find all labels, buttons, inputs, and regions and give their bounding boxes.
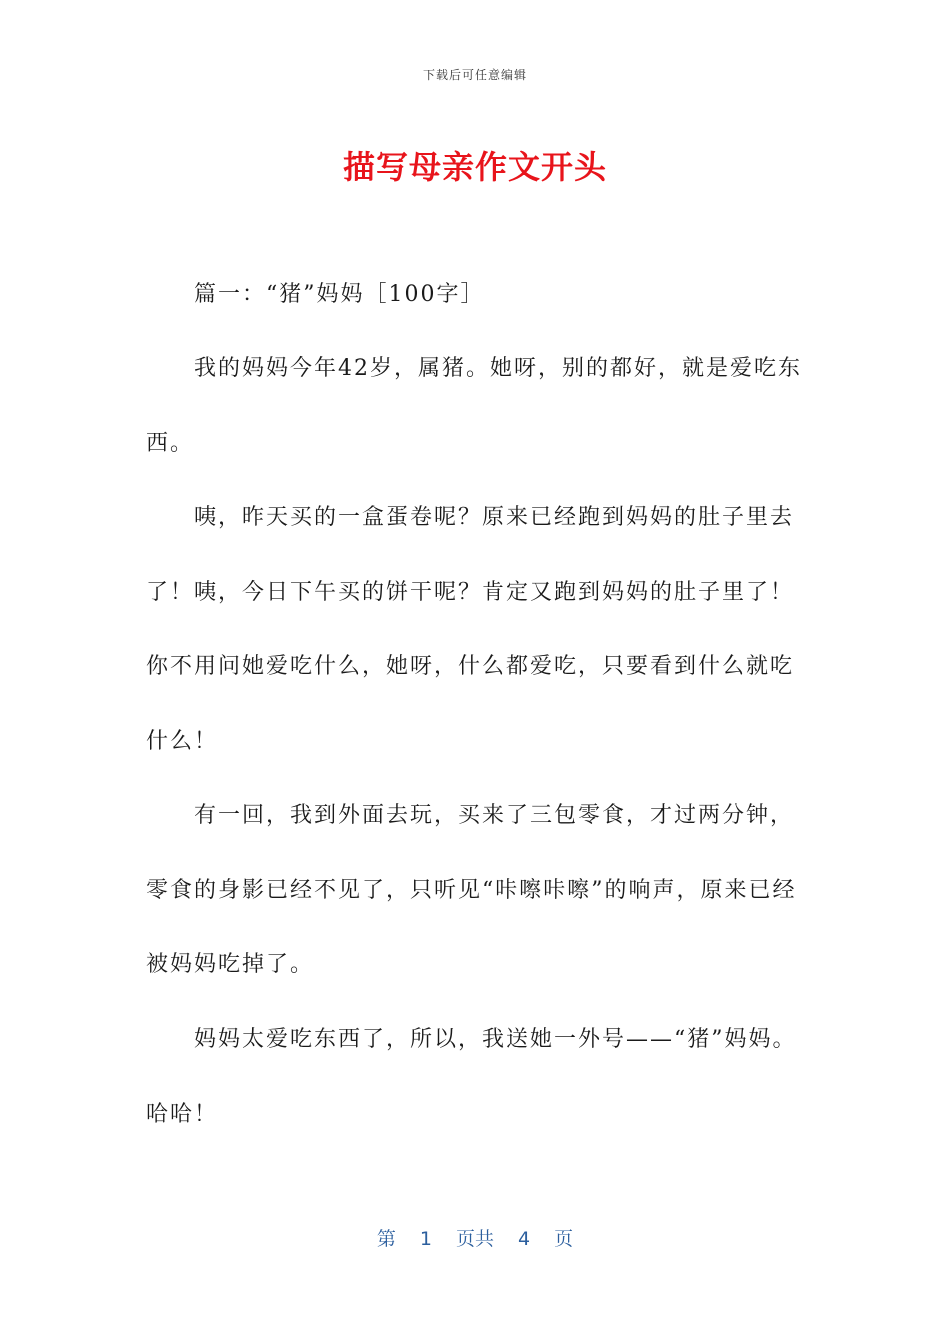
paragraph-text: 妈妈太爱吃东西了，所以，我送她一外号——“猪”妈妈。哈哈！ <box>146 1027 797 1127</box>
total-pages-number: 4 <box>518 1228 531 1250</box>
paragraph-2 <box>146 481 816 779</box>
paragraph-4 <box>146 1003 816 1152</box>
paragraph-text: 有一回，我到外面去玩，买来了三包零食，才过两分钟，零食的身影已经不见了，只听见“咔嚓咔嚓”的响声，原来已经被妈妈吃掉了。 <box>146 803 797 978</box>
paragraph-3 <box>146 779 816 1003</box>
page-mid-label: 页共 <box>455 1228 494 1250</box>
page-suffix: 页 <box>554 1228 574 1250</box>
paragraph-text: 我的妈妈今年42岁，属猪。她呀，别的都好，就是爱吃东西。 <box>146 356 802 456</box>
page-footer <box>0 1224 950 1251</box>
header-note: 下载后可任意编辑 <box>422 68 527 82</box>
document-title: 描写母亲作文开头 <box>342 148 607 186</box>
current-page-number: 1 <box>419 1228 432 1250</box>
section-heading-text: 篇一：“猪”妈妈［100字］ <box>194 282 485 307</box>
paragraph-1 <box>146 332 816 481</box>
section-heading <box>146 258 816 333</box>
paragraph-text: 咦，昨天买的一盒蛋卷呢？原来已经跑到妈妈的肚子里去了！咦，今日下午买的饼干呢？肯定又跑到妈妈的肚子里了！你不用问她爱吃什么，她呀，什么都爱吃，只要看到什么就吃什么！ <box>146 505 795 754</box>
page-prefix: 第 <box>376 1228 396 1250</box>
